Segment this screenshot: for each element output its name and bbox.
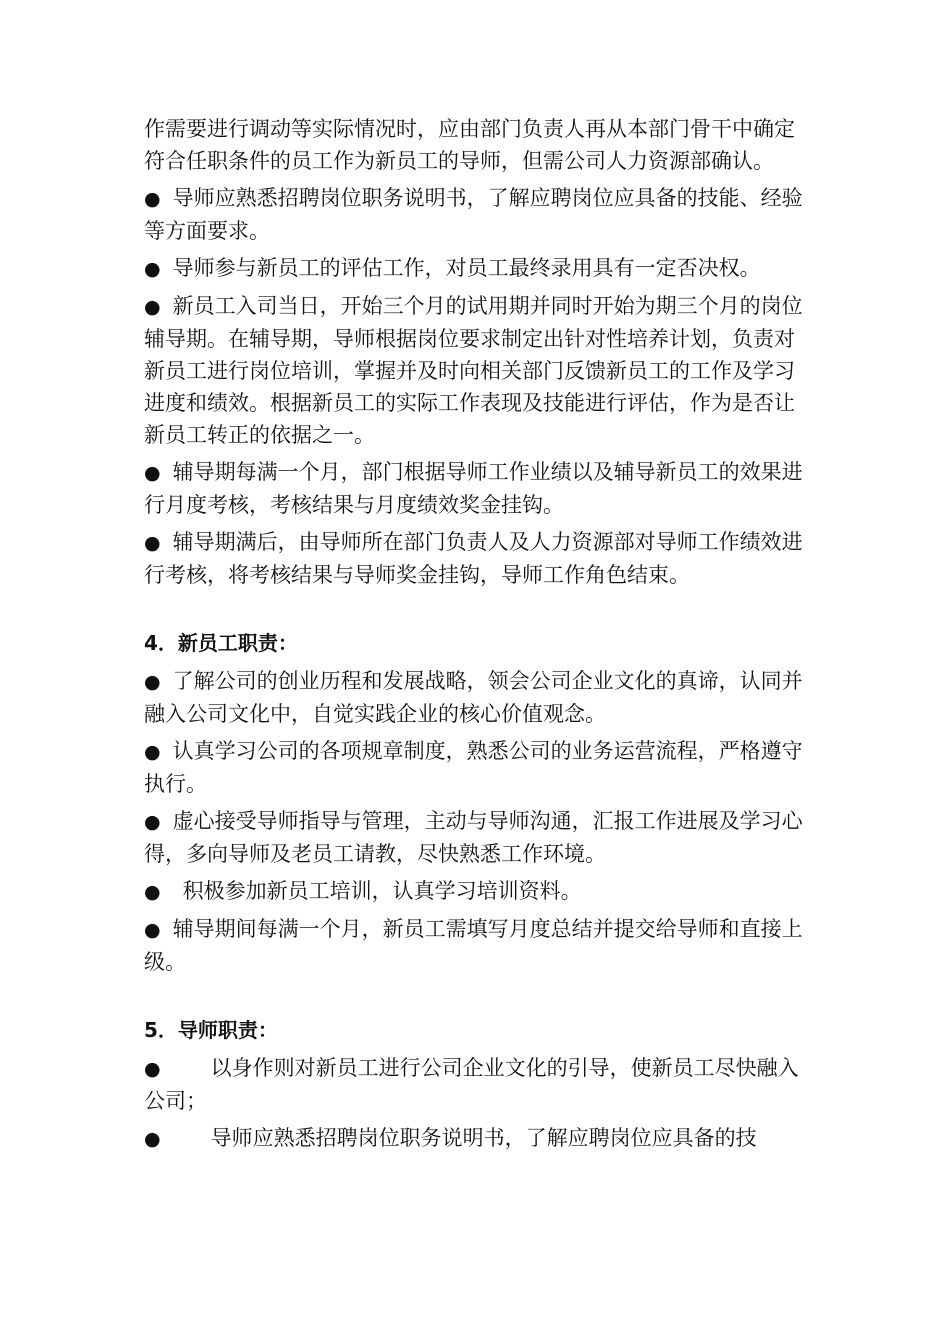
bullet-icon: ●: [144, 296, 161, 318]
bullet-icon: ●: [144, 258, 161, 280]
intro-paragraph: 作需要进行调动等实际情况时，应由部门负责人再从本部门骨干中确定符合任职条件的员工作为新员工的导师，但需公司人力资源部确认。: [144, 117, 795, 173]
bullet-icon: ●: [144, 1128, 161, 1150]
list-item-text: 辅导期满后，由导师所在部门负责人及人力资源部对导师工作绩效进行考核，将考核结果与导师奖金挂钩，导师工作角色结束。: [144, 530, 803, 587]
list-item-text: 认真学习公司的各项规章制度，熟悉公司的业务运营流程，严格遵守执行。: [144, 739, 803, 796]
section5-heading: 5．导师职责：: [144, 1018, 278, 1042]
list-item: [144, 456, 810, 521]
bullet-icon: ●: [144, 532, 161, 554]
bullet-icon: ●: [144, 919, 161, 941]
list-item: [144, 1052, 810, 1117]
bullet-icon: ●: [144, 671, 161, 693]
bullet-icon: ●: [144, 188, 161, 210]
list-item: [144, 875, 810, 908]
list-item: [144, 735, 810, 800]
document-page: [144, 113, 810, 1160]
list-item-text: 了解公司的创业历程和发展战略，领会公司企业文化的真谛，认同并融入公司文化中，自觉实践企业的核心价值观念。: [144, 669, 803, 726]
list-item-text: 虚心接受导师指导与管理，主动与导师沟通，汇报工作进展及学习心得，多向导师及老员工请教，尽快熟悉工作环境。: [144, 809, 803, 866]
list-item-text: 导师参与新员工的评估工作，对员工最终录用具有一定否决权。: [172, 256, 761, 280]
list-item: [144, 290, 810, 451]
list-item: [144, 913, 810, 978]
bullet-icon: ●: [144, 811, 161, 833]
list-item: [144, 1122, 810, 1155]
bullet-icon: ●: [144, 741, 161, 763]
bullet-icon: ●: [144, 1058, 161, 1080]
list-item-text: 导师应熟悉招聘岗位职务说明书，了解应聘岗位应具备的技: [210, 1126, 757, 1150]
list-item: [144, 805, 810, 870]
list-item-text: 导师应熟悉招聘岗位职务说明书，了解应聘岗位应具备的技能、经验等方面要求。: [144, 186, 803, 243]
list-item-text: 辅导期间每满一个月，新员工需填写月度总结并提交给导师和直接上级。: [144, 917, 803, 974]
section3-list: [144, 182, 810, 591]
list-item: [144, 526, 810, 591]
bullet-icon: ●: [144, 462, 161, 484]
section5-list: [144, 1052, 810, 1155]
list-item-text: 新员工入司当日，开始三个月的试用期并同时开始为期三个月的岗位辅导期。在辅导期，导师根据岗位要求制定出针对性培养计划，负责对新员工进行岗位培训，掌握并及时向相关部门反馈新员工的工作及学习进度和绩效。根据新员工的实际工作表现及技能进行评估，作为是否让新员工转正的依据之一。: [144, 294, 803, 447]
list-item-text: 积极参加新员工培训，认真学习培训资料。: [182, 879, 582, 903]
list-item: [144, 665, 810, 730]
list-item: [144, 182, 810, 247]
section4-heading: 4．新员工职责：: [144, 631, 298, 655]
list-item-text: 辅导期每满一个月，部门根据导师工作业绩以及辅导新员工的效果进行月度考核，考核结果与月度绩效奖金挂钩。: [144, 460, 803, 517]
bullet-icon: ●: [144, 881, 161, 903]
section4-list: [144, 665, 810, 978]
list-item: [144, 252, 810, 285]
list-item-text: 以身作则对新员工进行公司企业文化的引导，使新员工尽快融入公司；: [144, 1056, 799, 1113]
